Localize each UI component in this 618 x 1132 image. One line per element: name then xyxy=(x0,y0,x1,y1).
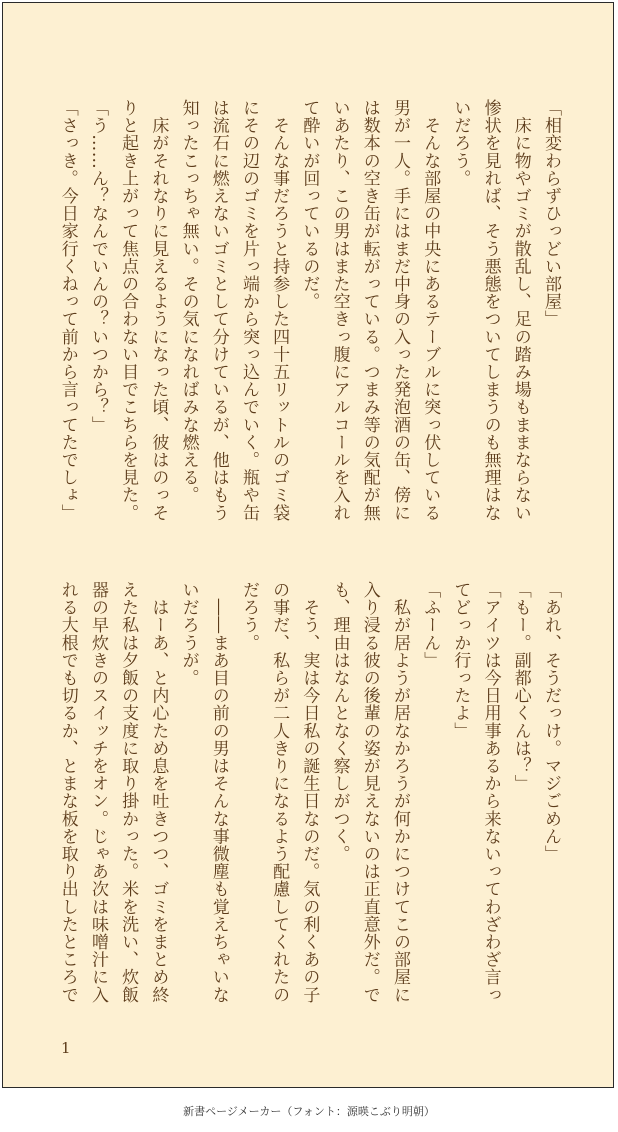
text-line: 器の早炊きのスイッチをオン。じゃあ次は味噌汁に入 xyxy=(87,581,108,1004)
text-line: てどっか行ったよ」 xyxy=(450,581,471,740)
text-line: そんな事だろうと持参した四十五リットルのゴミ袋 xyxy=(269,99,290,522)
text-line: 男が一人。手にはまだ中身の入った発泡酒の缶、傍に xyxy=(389,99,410,522)
text-line: いだろうが。 xyxy=(178,581,199,687)
text-line: 「アイツは今日用事あるから来ないってわざわざ言っ xyxy=(480,581,501,1004)
page-number: 1 xyxy=(61,1039,71,1057)
text-line: りと起き上がって焦点の合わない目でこちらを見た。 xyxy=(118,99,139,522)
text-line: は数本の空き缶が転がっている。つまみ等の気配が無 xyxy=(359,99,380,522)
text-line: だろう。 xyxy=(238,581,259,652)
text-line: て酔いが回っているのだ。 xyxy=(299,99,320,311)
text-line: 「相変わらずひっどい部屋」 xyxy=(541,99,561,328)
text-line: えた私は夕飯の支度に取り掛かった。米を洗い、炊飯 xyxy=(118,581,139,1004)
text-line: ――まあ目の前の男はそんな事微塵も覚えちゃいな xyxy=(208,581,229,1004)
text-line: 「あれ、そうだっけ。マジごめん」 xyxy=(541,581,561,863)
text-line: 床がそれなりに見えるようになった頃、彼はのっそ xyxy=(148,99,169,522)
text-line: にその辺のゴミを片っ端から突っ込んでいく。瓶や缶 xyxy=(238,99,259,522)
text-line: そう、実は今日私の誕生日なのだ。気の利くあの子 xyxy=(299,581,320,1004)
text-line: れる大根でも切るか、とまな板を取り出したところで xyxy=(57,581,78,1004)
lower-text-block xyxy=(6,581,566,1023)
text-line: 「う……ん？なんでいんの？いつから？」 xyxy=(87,99,108,434)
text-line: いあたり、この男はまた空きっ腹にアルコールを入れ xyxy=(329,99,350,522)
footer-credit: 新書ページメーカー（フォント：源暎こぶり明朝） xyxy=(183,1105,435,1118)
text-line: の事だ、私らが二人きりになるよう配慮してくれたの xyxy=(269,581,290,1004)
book-page xyxy=(2,2,614,1088)
text-line: 「ふーん」 xyxy=(420,581,441,669)
text-line: 床に物やゴミが散乱し、足の踏み場もままならない xyxy=(510,99,531,522)
text-line: も、理由はなんとなく察しがつく。 xyxy=(329,581,350,863)
text-line: いだろう。 xyxy=(450,99,471,187)
text-line: はーあ、と内心ため息を吐きつつ、ゴミをまとめ終 xyxy=(148,581,169,1004)
text-line: そんな部屋の中央にあるテーブルに突っ伏している xyxy=(420,99,441,522)
text-line: 私が居ようが居なかろうが何かにつけてこの部屋に xyxy=(389,581,410,1004)
text-line: は流石に燃えないゴミとして分けているが、他はもう xyxy=(208,99,229,522)
text-line: 「もー。副都心くんは？」 xyxy=(510,581,531,793)
text-line: 知ったこっちゃ無い。その気になればみな燃える。 xyxy=(178,99,199,504)
text-line: 入り浸る彼の後輩の姿が見えないのは正直意外だ。で xyxy=(359,581,380,1004)
upper-text-block xyxy=(6,99,566,541)
text-line: 「さっき。今日家行くねって前から言ってたでしょ」 xyxy=(57,99,78,522)
text-line: 惨状を見れば、そう悪態をついてしまうのも無理はな xyxy=(480,99,501,522)
